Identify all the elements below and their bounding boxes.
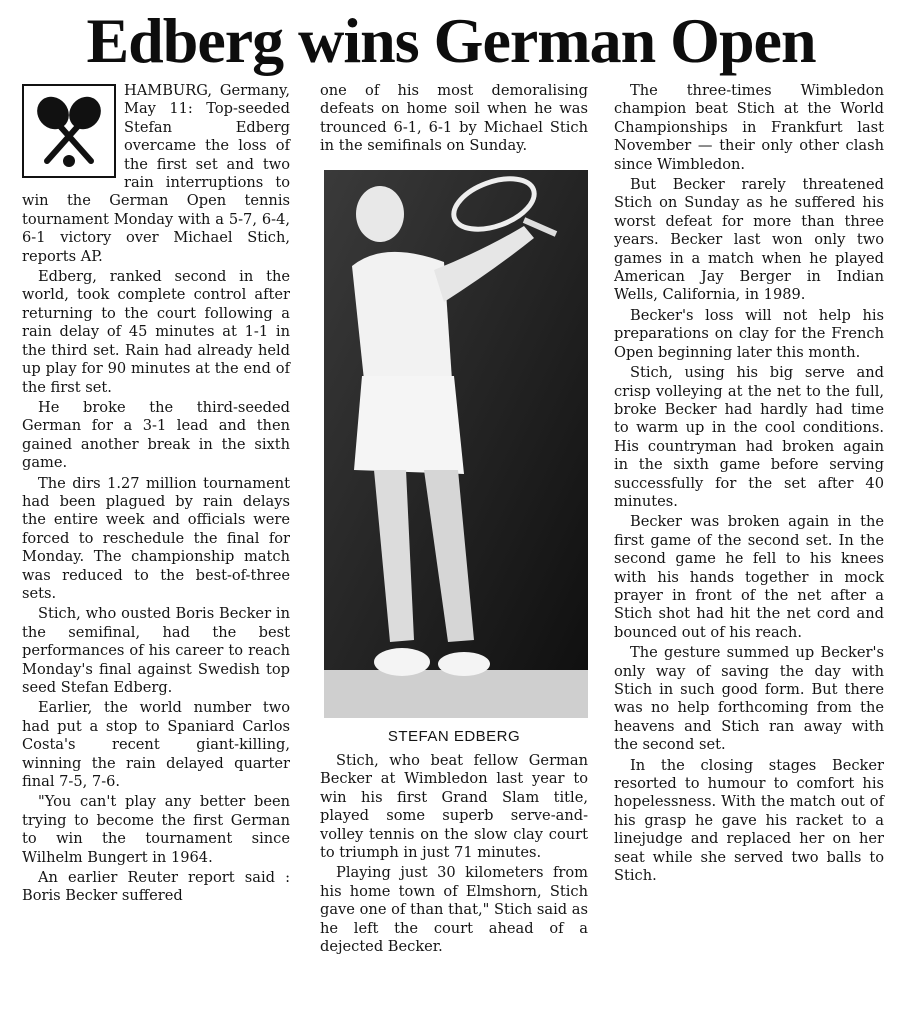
- article-paragraph: Stich, using his big serve and crisp volleying at the net to the full, broke Becker had hardly had time to warm up in the cool conditions. His countryman had broken again in the sixth game before serving successfully for the set after 40 minutes.: [614, 364, 884, 510]
- article-paragraph: In the closing stages Becker resorted to humour to comfort his hopelessness. With the match out of his grasp he gave his racket to a linejudge and replaced her on her seat while she served two balls to Stich.: [614, 756, 884, 885]
- article-paragraph: Earlier, the world number two had put a stop to Spaniard Carlos Costa's recent giant-killing, winning the rain delayed quarter final 7-5, 7-6.: [22, 699, 290, 791]
- article-paragraph: Becker was broken again in the first game of the second set. In the second game he fell to his knees with his hands together in mock prayer in front of the net after a Stich shot had hit the net cord and bounced out of his reach.: [614, 513, 884, 641]
- article-paragraph: The dirs 1.27 million tournament had been plagued by rain delays the entire week and officials were forced to reschedule the final for Monday. The championship match was reduced to the best-of-three sets.: [22, 474, 290, 602]
- article-paragraph: The three-times Wimbledon champion beat Stich at the World Championships in Frankfurt last November — their only other clash since Wimbledon.: [614, 82, 884, 173]
- player-photo: [324, 170, 588, 718]
- article-paragraph: one of his most demoralising defeats on home soil when he was trounced 6-1, 6-1 by Michael Stich in the semifinals on Sunday.: [320, 82, 588, 155]
- article-column-2: [320, 82, 588, 959]
- article-paragraph: "You can't play any better been trying to become the first German to win the tournament since Wilhelm Bungert in 1964.: [22, 793, 290, 866]
- article-paragraph: Stich, who ousted Boris Becker in the semifinal, had the best performances of his career to reach Monday's final against Swedish top seed Stefan Edberg.: [22, 605, 290, 696]
- crossed-tennis-rackets-icon: [22, 84, 116, 178]
- article-paragraph: Stich, who beat fellow German Becker at Wimbledon last year to win his first Grand Slam title, played some superb serve-and-volley tennis on the slow clay court to triumph in just 71 minutes.: [320, 752, 588, 862]
- photo-caption: STEFAN EDBERG: [387, 727, 521, 745]
- article-column-3: [614, 82, 884, 887]
- article-paragraph: Becker's loss will not help his preparations on clay for the French Open beginning later this month.: [614, 306, 884, 361]
- article-paragraph: HAMBURG, Germany, May 11: Top-seeded Stefan Edberg overcame the loss of the first set and two rain interruptions to win the German Open tennis tournament Monday with a 5-7, 6-4, 6-1 victory over Michael Stich, reports AP.: [22, 82, 290, 265]
- article-paragraph: Edberg, ranked second in the world, took complete control after returning to the court following a rain delay of 45 minutes at 1-1 in the third set. Rain had already held up play for 90 minutes at the end of the first set.: [22, 268, 290, 396]
- article-column-1: [22, 82, 290, 908]
- article-paragraph: Playing just 30 kilometers from his home town of Elmshorn, Stich gave one of than that," Stich said as he left the court ahead of a dejected Becker.: [320, 864, 588, 956]
- article-paragraph: The gesture summed up Becker's only way of saving the day with Stich in such good form. But there was no help forthcoming from the heavens and Stich ran away with the second set.: [614, 644, 884, 754]
- article-paragraph: An earlier Reuter report said : Boris Becker suffered: [22, 869, 290, 905]
- article-paragraph: He broke the third-seeded German for a 3-1 lead and then gained another break in the sixth game.: [22, 398, 290, 472]
- article-paragraph: But Becker rarely threatened Stich on Sunday as he suffered his worst defeat for more than three years. Becker last won only two games in a match when he played American Jay Berger in Indian Wells, California, in 1989.: [614, 176, 884, 304]
- headline: Edberg wins German Open: [86, 5, 816, 76]
